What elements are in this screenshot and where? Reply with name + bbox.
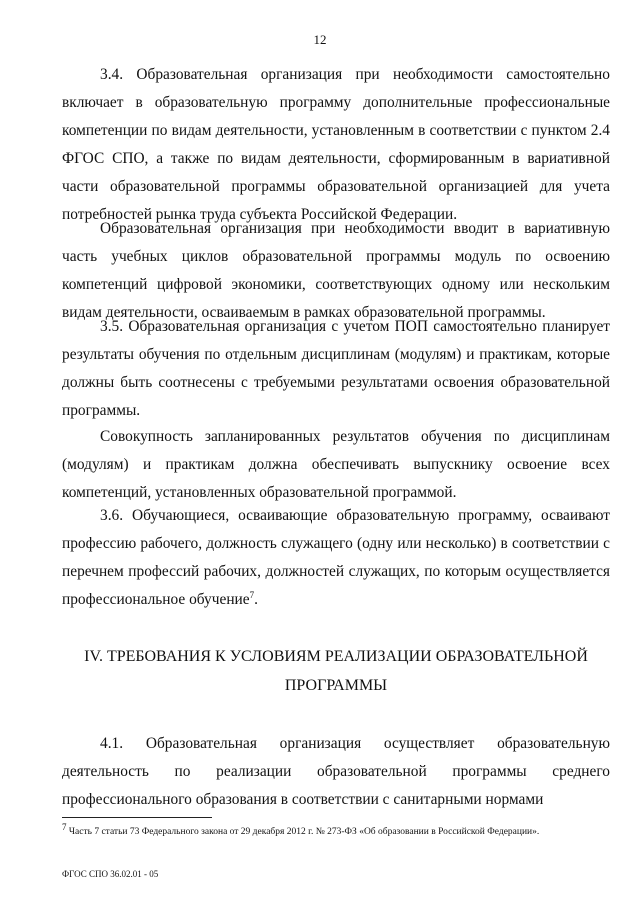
- page-number: 12: [313, 32, 327, 47]
- section-heading: [62, 642, 610, 700]
- paragraph-3-6-text: 3.6. Обучающиеся, осваивающие образовательную программу, осваивают профессию рабочего, должность служащего (одну или несколько) в соответствии с перечнем профессий рабочих, должностей служащих, по которым осуществляется профессиональное обучение: [62, 507, 610, 608]
- document-code: ФГОС СПО 36.02.01 - 05: [62, 869, 159, 879]
- paragraph-learning-results: Совокупность запланированных результатов обучения по дисциплинам (модулям) и практикам должна обеспечивать выпускнику освоение всех компетенций, установленных образовательной программой.: [62, 428, 610, 501]
- paragraph-3-4: 3.4. Образовательная организация при необходимости самостоятельно включает в образовательную программу дополнительные профессиональные компетенции по видам деятельности, установленным в соответствии с пунктом 2.4 ФГОС СПО, а также по видам деятельности, сформированным в вариативной части образовательной программы образовательной организацией для учета потребностей рынка труда субъекта Российской Федерации.: [62, 66, 610, 223]
- paragraph-4-1: 4.1. Образовательная организация осуществляет образовательную деятельность по реализации образовательной программы среднего профессионального образования в соответствии с санитарными нормами: [62, 735, 610, 808]
- paragraph-3-5: 3.5. Образовательная организация с учетом ПОП самостоятельно планирует результаты обучения по отдельным дисциплинам (модулям) и практикам, которые должны быть соотнесены с требуемыми результатами освоения образовательной программы.: [62, 318, 610, 419]
- footnote-marker: 7: [62, 821, 67, 832]
- section-heading-line2: ПРОГРАММЫ: [284, 677, 388, 694]
- footnote-reference: 7: [249, 589, 255, 600]
- section-heading-line1: IV. ТРЕБОВАНИЯ К УСЛОВИЯМ РЕАЛИЗАЦИИ ОБРАЗОВАТЕЛЬНОЙ: [84, 648, 588, 665]
- footnote: [62, 821, 610, 838]
- footnote-text: Часть 7 статьи 73 Федерального закона от 29 декабря 2012 г. № 273-ФЗ «Об образовании в Российской Федерации».: [68, 827, 540, 837]
- paragraph-3-6: [62, 502, 610, 614]
- paragraph-3-6-end: .: [254, 591, 258, 608]
- footnote-divider: [62, 817, 212, 818]
- paragraph-digital-economy: Образовательная организация при необходимости вводит в вариативную часть учебных циклов образовательной программы модуль по освоению компетенций цифровой экономики, соответствующих одному или нескольким видам деятельности, осваиваемым в рамках образовательной программы.: [62, 220, 610, 321]
